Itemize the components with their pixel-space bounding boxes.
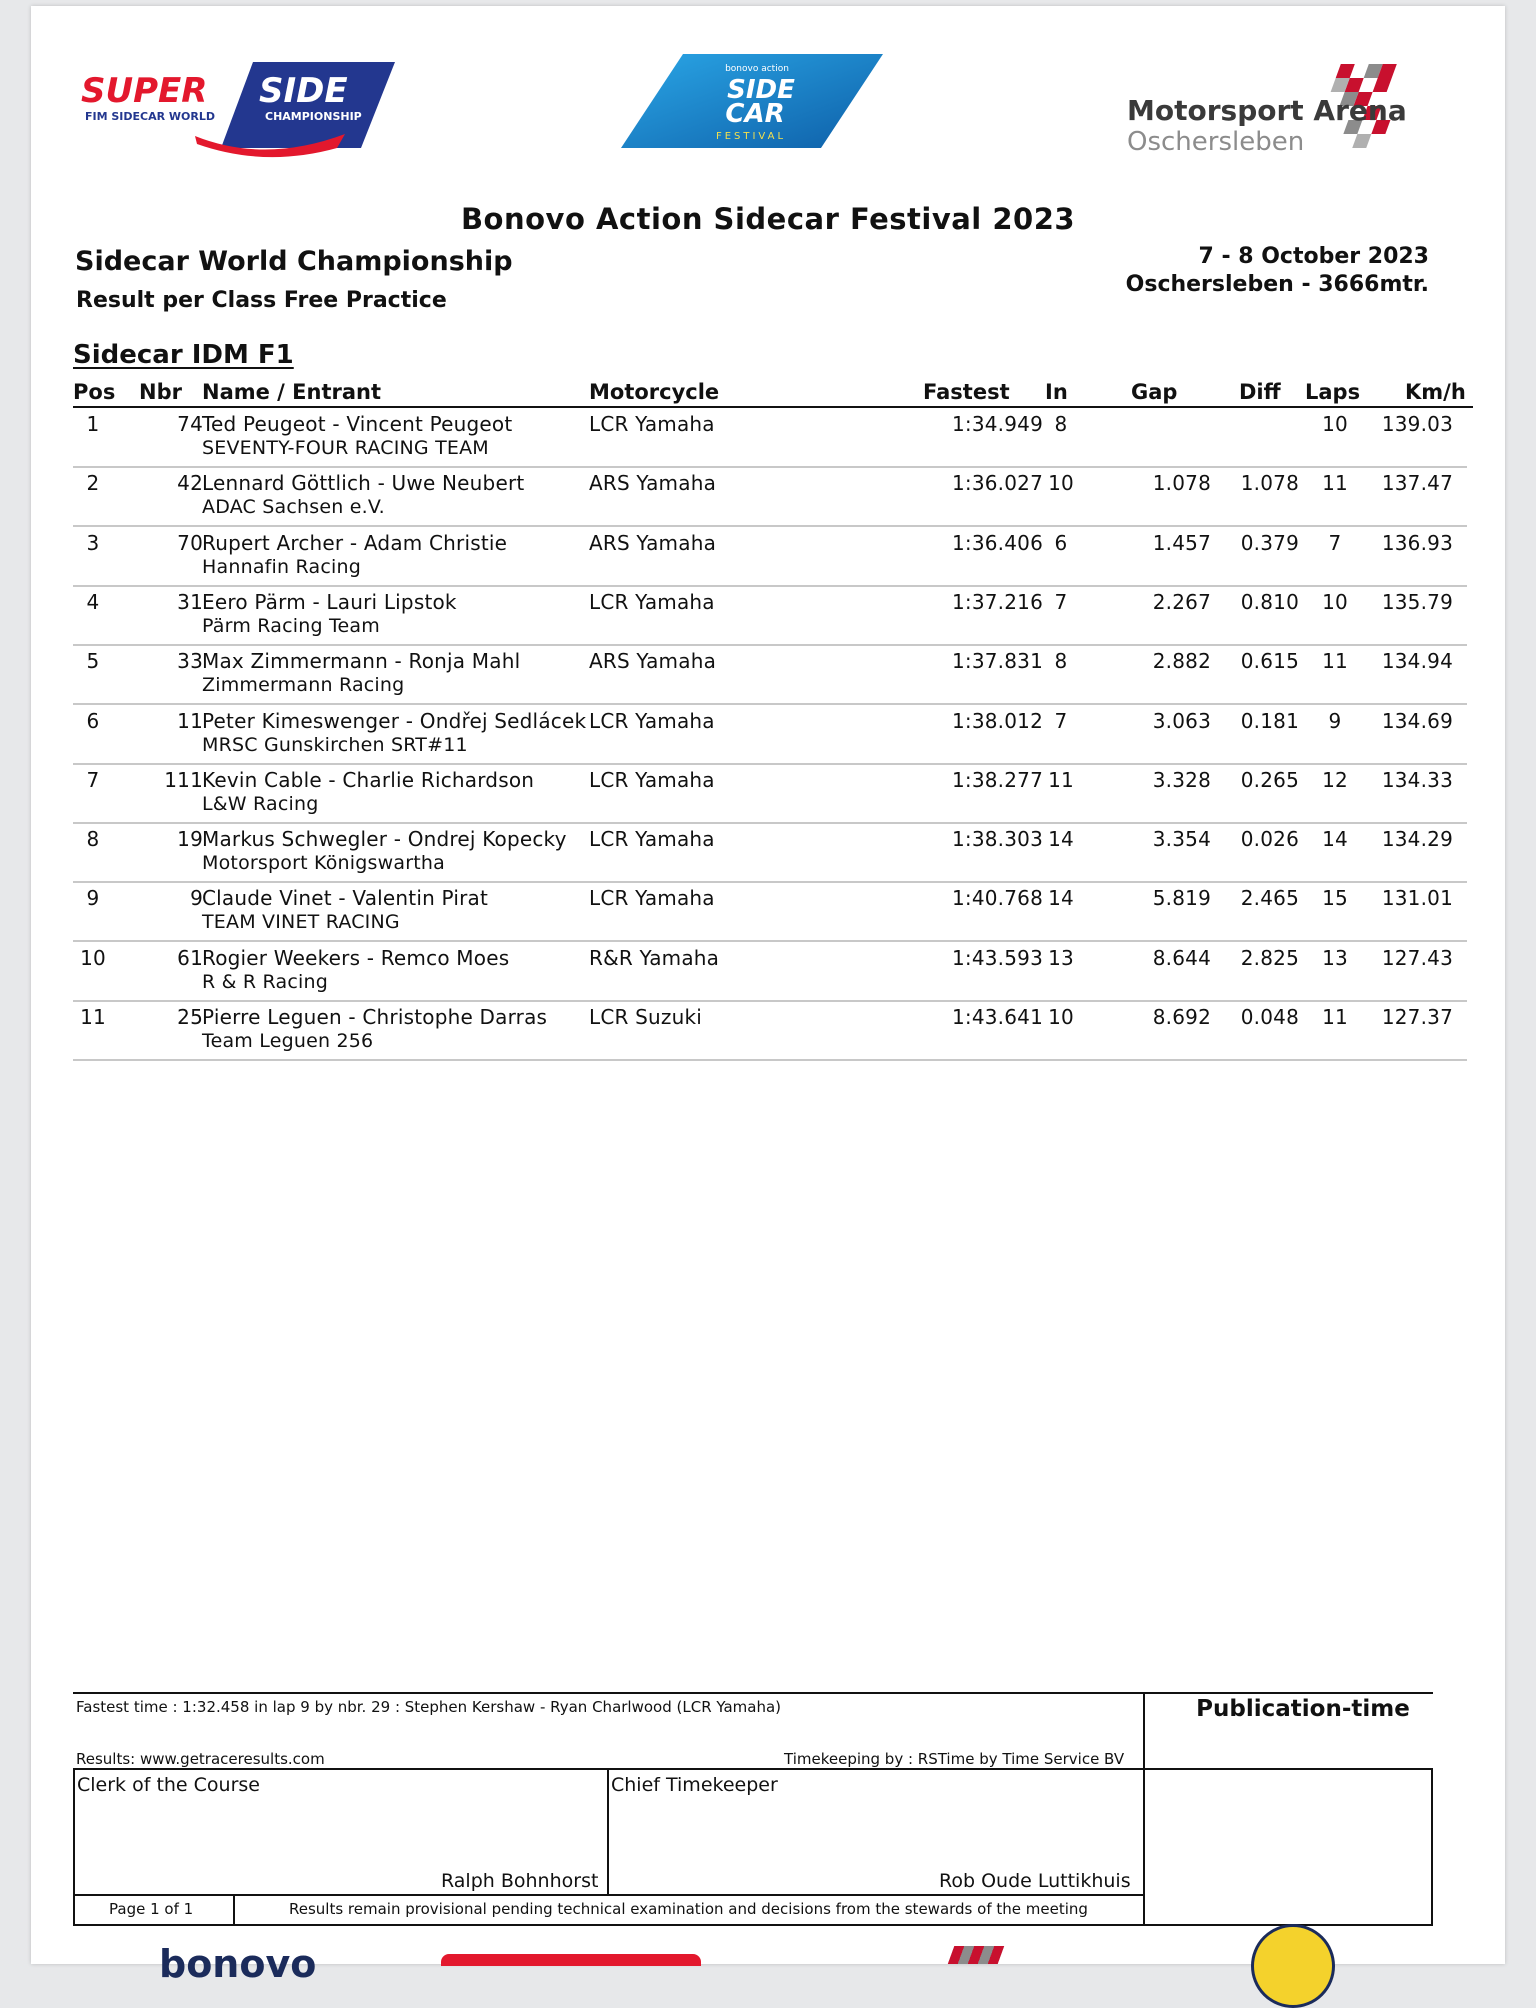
cell-fastest: 1:38.277 <box>951 767 1043 792</box>
cell-laps: 12 <box>1322 767 1348 792</box>
cell-in: 8 <box>1054 412 1068 436</box>
cell-fastest: 1:36.027 <box>951 471 1043 496</box>
table-row <box>31 942 1505 1001</box>
cell-name: Max Zimmermann - Ronja Mahl <box>202 649 521 674</box>
cell-gap: 5.819 <box>1152 886 1211 911</box>
cell-name: Pierre Leguen - Christophe Darras <box>202 1005 548 1029</box>
sidecar-festival-logo <box>621 54 883 148</box>
cell-diff: 2.465 <box>1240 886 1299 911</box>
superside-logo-side: SIDE <box>259 71 348 111</box>
event-dates: 7 - 8 October 2023 <box>1198 244 1429 269</box>
sidecar-festival-logo-line1: SIDE <box>727 75 795 105</box>
col-header-motorcycle: Motorcycle <box>589 380 720 404</box>
table-row <box>31 882 1505 941</box>
chief-timekeeper-label: Chief Timekeeper <box>611 1774 778 1796</box>
cell-kmh: 135.79 <box>1381 589 1453 614</box>
signature-box-mid <box>607 1768 609 1894</box>
sponsor-logo-red-bar <box>441 1954 701 1966</box>
cell-team: R & R Racing <box>202 970 328 993</box>
publication-time-label: Publication-time <box>1196 1696 1410 1722</box>
cell-in: 8 <box>1054 649 1068 674</box>
table-row <box>31 527 1505 586</box>
cell-kmh: 136.93 <box>1381 530 1453 555</box>
cell-nbr: 74 <box>177 412 203 436</box>
cell-laps: 9 <box>1328 708 1342 733</box>
col-header-laps: Laps <box>1305 380 1361 404</box>
cell-gap: 3.354 <box>1152 827 1211 852</box>
cell-in: 13 <box>1048 945 1074 970</box>
cell-nbr: 11 <box>177 708 203 733</box>
sponsor-logo-seal <box>1251 1924 1335 2008</box>
cell-in: 10 <box>1048 1005 1074 1029</box>
cell-fastest: 1:38.012 <box>951 708 1043 733</box>
cell-diff: 0.265 <box>1240 767 1299 792</box>
cell-kmh: 134.69 <box>1381 708 1453 733</box>
cell-motorcycle: ARS Yamaha <box>589 649 717 674</box>
col-header-kmh: Km/h <box>1405 380 1466 404</box>
signature-box-right <box>1143 1692 1145 1926</box>
page-number: Page 1 of 1 <box>109 1900 194 1918</box>
cell-laps: 13 <box>1322 945 1348 970</box>
cell-diff: 0.810 <box>1240 589 1299 614</box>
superside-logo <box>75 56 395 156</box>
cell-name: Peter Kimeswenger - Ondřej Sedlácek <box>202 708 587 733</box>
cell-laps: 7 <box>1328 530 1342 555</box>
table-row <box>31 408 1505 467</box>
cell-fastest: 1:43.641 <box>951 1005 1043 1029</box>
cell-name: Rogier Weekers - Remco Moes <box>202 945 510 970</box>
table-row <box>31 586 1505 645</box>
cell-pos: 5 <box>86 649 100 674</box>
session-subtitle: Result per Class Free Practice <box>76 288 447 313</box>
col-header-diff: Diff <box>1239 380 1281 404</box>
cell-kmh: 131.01 <box>1381 886 1453 911</box>
motorsport-arena-logo-line1: Motorsport Arena <box>1127 94 1407 127</box>
cell-motorcycle: LCR Suzuki <box>589 1005 703 1029</box>
cell-laps: 10 <box>1322 412 1348 436</box>
cell-fastest: 1:43.593 <box>951 945 1043 970</box>
cell-motorcycle: ARS Yamaha <box>589 471 717 496</box>
table-row <box>31 1001 1505 1060</box>
table-row <box>31 705 1505 764</box>
cell-gap: 2.267 <box>1152 589 1211 614</box>
cell-motorcycle: LCR Yamaha <box>589 886 715 911</box>
cell-fastest: 1:37.216 <box>951 589 1043 614</box>
clerk-name: Ralph Bohnhorst <box>441 1870 599 1892</box>
cell-pos: 8 <box>86 827 100 852</box>
signature-box-top <box>73 1768 1433 1770</box>
cell-in: 7 <box>1054 708 1068 733</box>
cell-pos: 6 <box>86 708 100 733</box>
col-header-fastest: Fastest <box>923 380 1010 404</box>
cell-pos: 1 <box>86 412 100 436</box>
cell-pos: 4 <box>86 589 100 614</box>
timekeeping-note: Timekeeping by : RSTime by Time Service BV <box>784 1750 1125 1768</box>
cell-team: L&W Racing <box>202 792 319 815</box>
cell-diff: 0.615 <box>1240 649 1299 674</box>
cell-laps: 14 <box>1322 827 1348 852</box>
page-cell-divider <box>233 1894 235 1926</box>
cell-in: 11 <box>1048 767 1074 792</box>
event-title: Bonovo Action Sidecar Festival 2023 <box>460 202 1076 236</box>
cell-nbr: 25 <box>177 1005 203 1029</box>
cell-laps: 10 <box>1322 589 1348 614</box>
cell-kmh: 134.29 <box>1381 827 1453 852</box>
championship-title: Sidecar World Championship <box>75 246 513 277</box>
cell-nbr: 9 <box>190 886 203 911</box>
cell-diff: 0.026 <box>1240 827 1299 852</box>
cell-motorcycle: LCR Yamaha <box>589 589 715 614</box>
cell-team: TEAM VINET RACING <box>202 911 400 934</box>
col-header-gap: Gap <box>1131 380 1178 404</box>
cell-fastest: 1:38.303 <box>951 827 1043 852</box>
cell-kmh: 134.33 <box>1381 767 1453 792</box>
cell-in: 14 <box>1048 886 1074 911</box>
cell-team: Pärm Racing Team <box>202 614 380 637</box>
cell-laps: 11 <box>1322 1005 1348 1029</box>
cell-name: Lennard Göttlich - Uwe Neubert <box>202 471 525 496</box>
cell-nbr: 111 <box>164 767 203 792</box>
result-sheet <box>31 6 1505 1986</box>
cell-gap: 1.078 <box>1152 471 1211 496</box>
cell-kmh: 127.43 <box>1381 945 1453 970</box>
cell-team: Zimmermann Racing <box>202 674 405 697</box>
cell-team: ADAC Sachsen e.V. <box>202 496 385 519</box>
cell-team: Hannafin Racing <box>202 555 361 578</box>
cell-nbr: 19 <box>177 827 203 852</box>
cell-nbr: 42 <box>177 471 203 496</box>
cell-motorcycle: LCR Yamaha <box>589 708 715 733</box>
cell-nbr: 33 <box>177 649 203 674</box>
sponsor-logo-checkered <box>948 1946 1005 1964</box>
row-separator <box>73 1059 1467 1061</box>
cell-motorcycle: R&R Yamaha <box>589 945 720 970</box>
cell-in: 14 <box>1048 827 1074 852</box>
table-row <box>31 467 1505 526</box>
cell-in: 10 <box>1048 471 1074 496</box>
cell-gap: 8.692 <box>1152 1005 1211 1029</box>
sponsor-logo-bonovo: bonovo <box>159 1942 317 1986</box>
col-header-name: Name / Entrant <box>202 380 382 404</box>
event-venue: Oschersleben - 3666mtr. <box>1125 272 1429 297</box>
footer-top-rule <box>73 1692 1433 1694</box>
cell-team: SEVENTY-FOUR RACING TEAM <box>202 437 489 459</box>
cell-diff: 0.379 <box>1240 530 1299 555</box>
superside-logo-super: SUPER <box>81 71 208 111</box>
col-header-pos: Pos <box>73 380 116 404</box>
cell-nbr: 31 <box>177 589 203 614</box>
class-title: Sidecar IDM F1 <box>73 340 294 370</box>
col-header-in: In <box>1045 380 1068 404</box>
cell-in: 6 <box>1054 530 1068 555</box>
cell-motorcycle: ARS Yamaha <box>589 530 717 555</box>
cell-fastest: 1:40.768 <box>951 886 1043 911</box>
clerk-label: Clerk of the Course <box>77 1774 260 1796</box>
cell-name: Markus Schwegler - Ondrej Kopecky <box>202 827 567 852</box>
cell-motorcycle: LCR Yamaha <box>589 767 715 792</box>
results-url: Results: www.getraceresults.com <box>76 1750 325 1768</box>
cell-name: Eero Pärm - Lauri Lipstok <box>202 589 457 614</box>
cell-laps: 11 <box>1322 649 1348 674</box>
cell-name: Claude Vinet - Valentin Pirat <box>202 886 489 911</box>
table-row <box>31 823 1505 882</box>
provisional-disclaimer: Results remain provisional pending technical examination and decisions from the stewards of the meeting <box>289 1900 1088 1918</box>
cell-name: Kevin Cable - Charlie Richardson <box>202 767 535 792</box>
cell-diff: 0.048 <box>1240 1005 1299 1029</box>
cell-motorcycle: LCR Yamaha <box>589 827 715 852</box>
cell-kmh: 139.03 <box>1381 412 1453 436</box>
cell-team: Team Leguen 256 <box>202 1030 374 1052</box>
table-row <box>31 764 1505 823</box>
col-header-nbr: Nbr <box>139 380 182 404</box>
cell-gap: 8.644 <box>1152 945 1211 970</box>
cell-laps: 11 <box>1322 471 1348 496</box>
signature-box-left <box>73 1768 75 1926</box>
cell-name: Rupert Archer - Adam Christie <box>202 530 508 555</box>
chief-timekeeper-name: Rob Oude Luttikhuis <box>939 1870 1131 1892</box>
cell-laps: 15 <box>1322 886 1348 911</box>
cell-gap: 2.882 <box>1152 649 1211 674</box>
cell-kmh: 134.94 <box>1381 649 1453 674</box>
publication-box-right <box>1431 1768 1433 1926</box>
sidecar-festival-logo-top: bonovo action <box>725 64 789 74</box>
cell-team: MRSC Gunskirchen SRT#11 <box>202 733 468 756</box>
cell-kmh: 127.37 <box>1381 1005 1453 1029</box>
cell-diff: 1.078 <box>1240 471 1299 496</box>
motorsport-arena-logo <box>1121 58 1421 162</box>
sidecar-festival-logo-bottom: FESTIVAL <box>715 131 787 142</box>
cell-gap: 3.063 <box>1152 708 1211 733</box>
superside-logo-sub1: FIM SIDECAR WORLD <box>85 110 216 123</box>
cell-diff: 0.181 <box>1240 708 1299 733</box>
cell-gap: 1.457 <box>1152 530 1211 555</box>
cell-fastest: 1:37.831 <box>951 649 1043 674</box>
cell-pos: 9 <box>86 886 100 911</box>
cell-team: Motorsport Königswartha <box>202 852 445 875</box>
superside-logo-sub2: CHAMPIONSHIP <box>265 110 362 123</box>
cell-motorcycle: LCR Yamaha <box>589 412 715 436</box>
motorsport-arena-logo-line2: Oschersleben <box>1127 127 1305 157</box>
cell-diff: 2.825 <box>1240 945 1299 970</box>
cell-nbr: 70 <box>177 530 203 555</box>
cell-pos: 3 <box>86 530 100 555</box>
cell-gap: 3.328 <box>1152 767 1211 792</box>
sidecar-festival-logo-line2: CAR <box>725 99 785 129</box>
cell-pos: 11 <box>80 1005 106 1029</box>
cell-pos: 10 <box>80 945 106 970</box>
cell-kmh: 137.47 <box>1381 471 1453 496</box>
cell-nbr: 61 <box>177 945 203 970</box>
cell-fastest: 1:36.406 <box>951 530 1043 555</box>
cell-fastest: 1:34.949 <box>951 412 1043 436</box>
cell-pos: 2 <box>86 471 100 496</box>
cell-in: 7 <box>1054 589 1068 614</box>
cell-pos: 7 <box>86 767 100 792</box>
cell-name: Ted Peugeot - Vincent Peugeot <box>202 412 513 436</box>
fastest-time-note: Fastest time : 1:32.458 in lap 9 by nbr. 29 : Stephen Kershaw - Ryan Charlwood (LCR Yamaha) <box>76 1698 782 1716</box>
table-row <box>31 645 1505 704</box>
footer-bottom-rule <box>73 1924 1433 1926</box>
